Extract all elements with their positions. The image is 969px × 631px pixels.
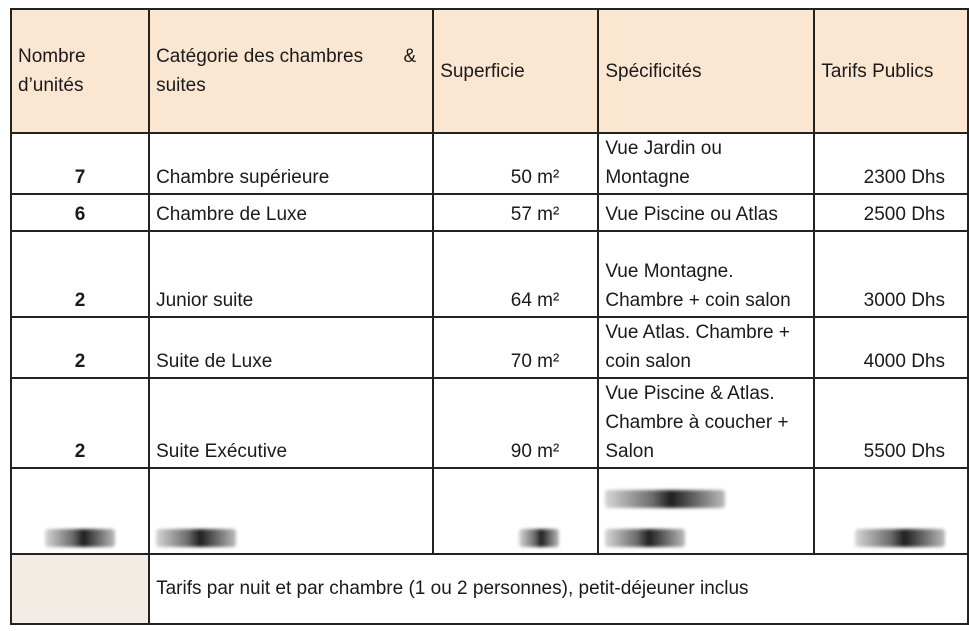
footer-row [11,554,968,624]
redacted-price [814,468,968,554]
cell-surface: 90 m² [433,378,598,468]
redacted-specs [598,468,814,554]
table-row [11,194,968,231]
cell-price: 2300 Dhs [814,133,968,194]
redacted-surface [433,468,598,554]
cell-price: 3000 Dhs [814,231,968,317]
footer-note: Tarifs par nuit et par chambre (1 ou 2 personnes), petit-déjeuner inclus [149,554,968,624]
cell-units: 6 [11,194,149,231]
cell-surface: 64 m² [433,231,598,317]
cell-category: Junior suite [149,231,433,317]
cell-units: 2 [11,317,149,378]
cell-price: 5500 Dhs [814,378,968,468]
redacted-units [11,468,149,554]
header-units: Nombre d’unités [11,9,149,133]
redaction-mark [156,529,236,547]
cell-specs: Vue Atlas. Chambre + coin salon [598,317,814,378]
cell-surface: 50 m² [433,133,598,194]
header-category [149,9,433,133]
redacted-row [11,468,968,554]
header-row [11,9,968,133]
table-row [11,231,968,317]
table-row [11,317,968,378]
redacted-category [149,468,433,554]
header-category-amp: & [403,46,417,67]
cell-specs: Vue Piscine ou Atlas [598,194,814,231]
table-row [11,133,968,194]
cell-category: Suite de Luxe [149,317,433,378]
cell-category: Chambre supérieure [149,133,433,194]
cell-units: 2 [11,378,149,468]
cell-surface: 57 m² [433,194,598,231]
room-rates-table [10,8,969,625]
footer-swatch-cell [11,554,149,624]
table-row [11,378,968,468]
cell-units: 7 [11,133,149,194]
cell-specs: Vue Piscine & Atlas. Chambre à coucher + Salon [598,378,814,468]
cell-price: 2500 Dhs [814,194,968,231]
header-tarifs: Tarifs Publics [814,9,968,133]
cell-category: Suite Exécutive [149,378,433,468]
header-specs: Spécificités [598,9,814,133]
cell-category: Chambre de Luxe [149,194,433,231]
redaction-mark [45,529,115,547]
redaction-mark [605,529,685,547]
header-category-cont: suites [156,75,206,96]
cell-units: 2 [11,231,149,317]
cell-specs: Vue Montagne. Chambre + coin salon [598,231,814,317]
redaction-mark [519,529,559,547]
header-category-label: Catégorie des chambres [156,46,364,67]
redaction-mark [605,490,725,508]
cell-price: 4000 Dhs [814,317,968,378]
cell-specs: Vue Jardin ou Montagne [598,133,814,194]
redaction-mark [855,529,945,547]
header-surface: Superficie [433,9,598,133]
cell-surface: 70 m² [433,317,598,378]
